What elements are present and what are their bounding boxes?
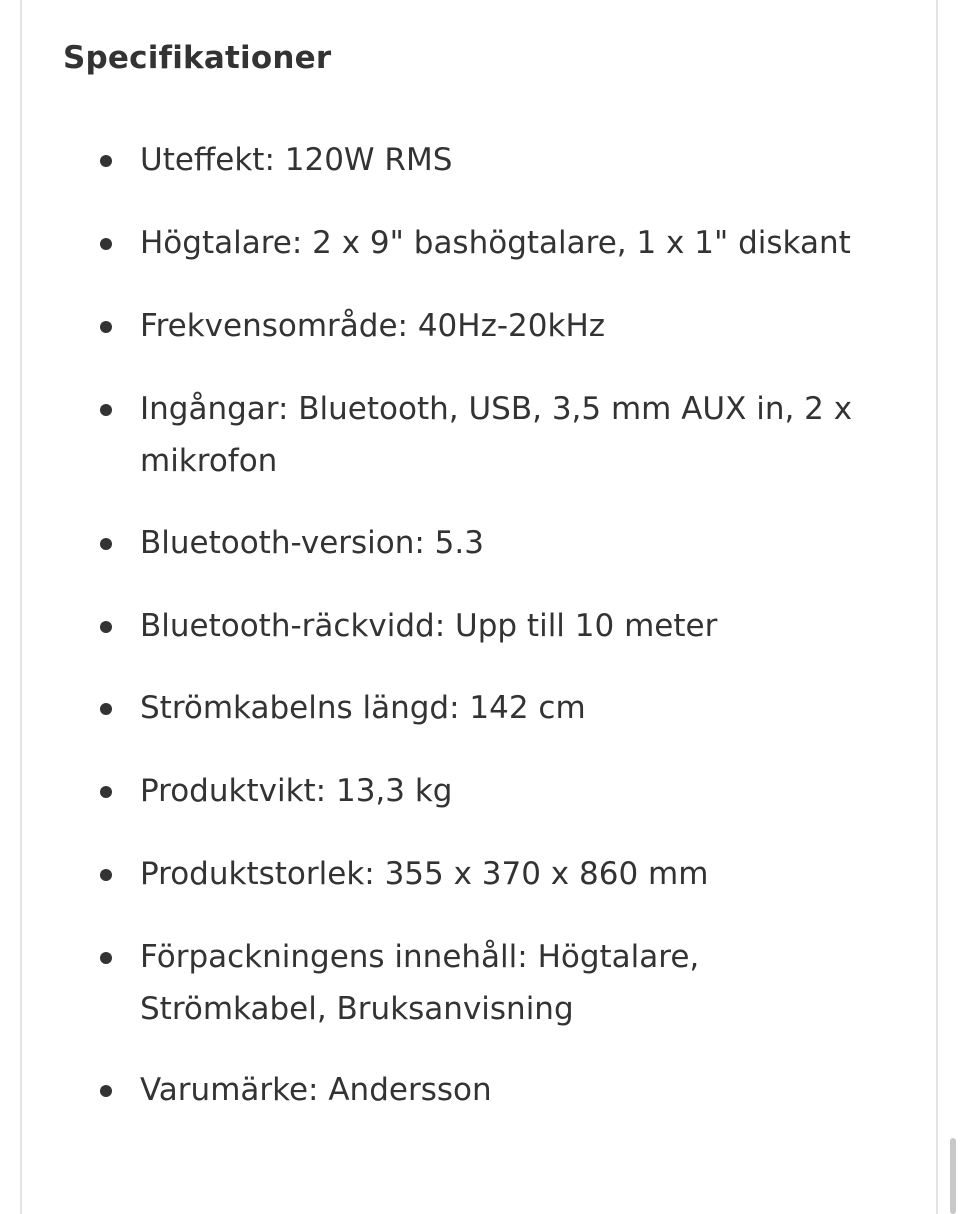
spec-text: Ingångar: Bluetooth, USB, 3,5 mm AUX in, 2 x mikrofon xyxy=(140,391,853,479)
bullet-icon xyxy=(100,869,112,881)
bullet-icon xyxy=(100,404,112,416)
bullet-icon xyxy=(100,155,112,167)
bullet-icon xyxy=(100,703,112,715)
spec-text: Uteffekt: 120W RMS xyxy=(140,142,453,178)
bullet-icon xyxy=(100,321,112,333)
bullet-icon xyxy=(100,1085,112,1097)
specifications-panel xyxy=(20,0,938,1214)
section-title: Specifikationer xyxy=(63,40,332,76)
bullet-icon xyxy=(100,786,112,798)
bullet-icon xyxy=(100,238,112,250)
scrollbar-thumb[interactable] xyxy=(950,1138,956,1214)
bullet-icon xyxy=(100,621,112,633)
spec-text: Strömkabelns längd: 142 cm xyxy=(140,690,586,726)
spec-text: Bluetooth-version: 5.3 xyxy=(140,525,484,561)
spec-text: Frekvensområde: 40Hz-20kHz xyxy=(140,308,606,344)
spec-text: Bluetooth-räckvidd: Upp till 10 meter xyxy=(140,608,718,644)
spec-text: Förpackningens innehåll: Högtalare, Strömkabel, Bruksanvisning xyxy=(140,939,700,1027)
bullet-icon xyxy=(100,952,112,964)
spec-text: Högtalare: 2 x 9" bashögtalare, 1 x 1" diskant xyxy=(140,225,851,261)
spec-text: Produktvikt: 13,3 kg xyxy=(140,773,453,809)
spec-text: Varumärke: Andersson xyxy=(140,1072,492,1108)
bullet-icon xyxy=(100,538,112,550)
scrollbar[interactable] xyxy=(946,0,960,1214)
spec-text: Produktstorlek: 355 x 370 x 860 mm xyxy=(140,856,709,892)
